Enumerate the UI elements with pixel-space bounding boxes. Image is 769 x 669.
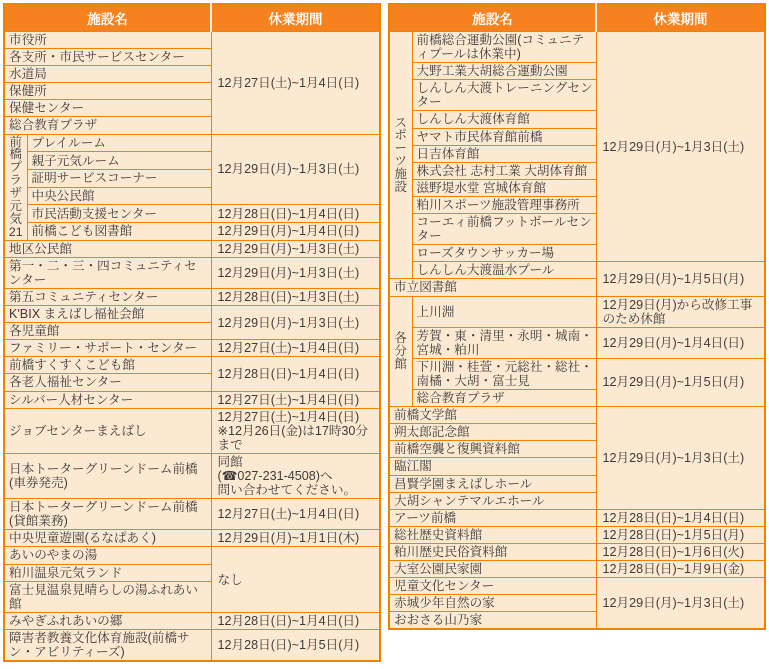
facility-name-cell: 地区公民館: [4, 240, 211, 257]
closure-period-cell: 12月29日(月)~1月3日(土): [211, 257, 380, 288]
facility-name-cell: 水道局: [4, 66, 211, 83]
table-row: [4, 205, 380, 223]
closure-period-cell: 12月29日(月)~1月3日(土): [596, 407, 765, 510]
facility-name-cell: プレイルーム: [27, 134, 211, 152]
closure-period-cell: 12月27日(土)~1月4日(日): [211, 32, 380, 135]
facility-name-cell: アーツ前橋: [389, 509, 596, 526]
table-row: [4, 408, 380, 453]
closure-table-right: [388, 3, 766, 630]
table-row: [389, 32, 765, 63]
facility-name-cell: 下川淵・桂萱・元総社・総社・南橘・大胡・富士見: [412, 358, 596, 389]
facility-name-cell: 第一・二・三・四コミュニティセンター: [4, 257, 211, 288]
facility-name-cell: 前橋こども図書館: [27, 223, 211, 241]
table-row: [389, 578, 765, 595]
facility-name-cell: 臨江閣: [389, 458, 596, 475]
facility-name-cell: シルバー人材センター: [4, 391, 211, 408]
facility-name-cell: 日本トーターグリーンドーム前橋(車券発売): [4, 453, 211, 498]
closure-period-cell: 12月29日(月)~1月3日(土): [211, 240, 380, 257]
facility-name-cell: おおさる山乃家: [389, 612, 596, 630]
facility-name-cell: 粕川温泉元気ランド: [4, 564, 211, 581]
table-row: [389, 296, 765, 327]
group-label-char: 各: [394, 330, 407, 345]
table-row: [389, 407, 765, 424]
facility-name-cell: あいのやまの湯: [4, 547, 211, 564]
group-label-char: ラ: [9, 173, 22, 188]
facility-name-cell: 芳賀・東・清里・永明・城南・宮城・粕川: [412, 327, 596, 358]
closure-period-cell: 12月28日(日)~1月4日(日): [211, 205, 380, 223]
facility-name-cell: 市民活動支援センター: [27, 205, 211, 223]
facility-group-label: [389, 296, 412, 407]
facility-name-cell: ヤマト市民体育館前橋: [412, 128, 596, 145]
table-row: [4, 240, 380, 257]
closure-period-cell: 12月28日(日)~1月4日(日): [596, 509, 765, 526]
table-row: [4, 629, 380, 661]
closure-period-cell: [211, 408, 380, 453]
table-row: [4, 357, 380, 374]
facility-name-cell: 昌賢学園まえばしホール: [389, 475, 596, 492]
facility-name-cell: 滋野堤水堂 宮城体育館: [412, 179, 596, 196]
period-line: 問い合わせてください。: [217, 483, 357, 498]
table-row: [4, 453, 380, 498]
group-label-char: ス: [394, 115, 407, 130]
group-label-char: ポ: [394, 128, 407, 143]
header-row: [4, 4, 380, 32]
closure-period-cell: 12月28日(日)~1月5日(月): [596, 526, 765, 543]
facility-name-cell: 各老人福祉センター: [4, 374, 211, 391]
table-row: [389, 358, 765, 389]
table-row: [4, 530, 380, 547]
facility-name-cell: 保健所: [4, 83, 211, 100]
group-label-char: 気: [9, 211, 22, 226]
header-row: [389, 4, 765, 32]
closure-period-cell: 12月27日(土)~1月4日(日): [211, 391, 380, 408]
facility-group-label: [389, 32, 412, 279]
facility-name-cell: 総合教育プラザ: [4, 117, 211, 134]
closure-period-cell: 12月27日(土)~1月4日(日): [211, 340, 380, 357]
table-row: [4, 499, 380, 530]
closure-period-cell: 12月29日(月)~1月1日(木): [211, 530, 380, 547]
facility-name-cell: 前橋総合運動公園(コミュニティプールは休業中): [412, 32, 596, 63]
table-row: [4, 391, 380, 408]
closure-period-cell: 12月29日(月)~1月3日(土): [596, 578, 765, 630]
closure-period-cell: 12月29日(月)~1月5日(月): [596, 358, 765, 406]
facility-name-cell: 親子元気ルーム: [27, 152, 211, 170]
facility-name-cell: 大室公園民家園: [389, 561, 596, 578]
table-row: [4, 306, 380, 323]
group-label-char: ザ: [9, 186, 22, 201]
table-row: [389, 262, 765, 279]
closure-period-cell: 12月28日(日)~1月3日(土): [211, 288, 380, 305]
facility-name-cell: 各支所・市民サービスセンター: [4, 49, 211, 66]
facility-name-cell: 株式会社 志村工業 大胡体育館: [412, 162, 596, 179]
facility-name-cell: コーエィ前橋フットボールセンター: [412, 214, 596, 245]
group-label-char: 分: [394, 343, 407, 358]
period-line: 12月27日(土)~1月4日(日): [217, 409, 360, 424]
table-row: [389, 526, 765, 543]
facility-name-cell: 日本トーターグリーンドーム前橋(貸館業務): [4, 499, 211, 530]
facility-name-cell: 朔太郎記念館: [389, 424, 596, 441]
table-row: [389, 543, 765, 560]
closure-period-cell: 12月28日(日)~1月4日(日): [211, 357, 380, 391]
facility-name-cell: しんしん大渡トレーニングセンター: [412, 80, 596, 111]
closure-period-cell: 12月28日(日)~1月6日(火): [596, 543, 765, 560]
group-label-char: 橋: [9, 147, 22, 162]
facility-name-cell: 中央児童遊園(るなぱあく): [4, 530, 211, 547]
period-line: 同館: [217, 454, 243, 469]
table-row: [389, 509, 765, 526]
closure-period-cell: 12月29日(月)から改修工事のため休館: [596, 296, 765, 327]
table-row: [4, 288, 380, 305]
table-row: [389, 561, 765, 578]
table-row: [4, 547, 380, 564]
closure-period-cell: 12月29日(月)~1月5日(月): [596, 262, 765, 296]
facility-name-cell: ローズタウンサッカー場: [412, 245, 596, 262]
closure-period-cell: 12月29日(月)~1月4日(日): [211, 223, 380, 241]
table-row: [4, 612, 380, 629]
facility-name-cell: 赤城少年自然の家: [389, 595, 596, 612]
facility-name-cell: 大胡シャンテマルエホール: [389, 492, 596, 509]
closure-table-left: [3, 3, 381, 662]
period-line: (☎027-231-4508)へ: [217, 469, 333, 483]
facility-name-header: 施設名: [389, 4, 596, 32]
group-label-char: 館: [394, 356, 407, 371]
table-row: [4, 257, 380, 288]
group-label-char: 元: [9, 199, 22, 214]
facility-name-cell: 証明サービスコーナー: [27, 169, 211, 187]
table-row: [389, 327, 765, 358]
facility-name-cell: 各児童館: [4, 323, 211, 340]
facility-name-cell: 総社歴史資料館: [389, 526, 596, 543]
facility-name-cell: ジョブセンターまえばし: [4, 408, 211, 453]
group-label-char: 施: [394, 167, 407, 182]
closure-period-cell: 12月28日(日)~1月4日(日): [211, 612, 380, 629]
period-line: ※12月26日(金)は17時30分まで: [217, 423, 369, 452]
closure-period-cell: 12月29日(月)~1月3日(土): [211, 134, 380, 205]
closure-period-header: 休業期間: [596, 4, 765, 32]
facility-name-cell: 富士見温泉見晴らしの湯ふれあい館: [4, 581, 211, 612]
closure-period-cell: 12月29日(月)~1月3日(土): [596, 32, 765, 262]
facility-name-cell: 粕川スポーツ施設管理事務所: [412, 196, 596, 213]
group-label-char: プ: [9, 160, 22, 175]
facility-name-cell: K'BIX まえばし福祉会館: [4, 306, 211, 323]
facility-name-cell: 児童文化センター: [389, 578, 596, 595]
facility-name-cell: 大野工業大胡総合運動公園: [412, 63, 596, 80]
facility-name-cell: 上川淵: [412, 296, 596, 327]
closure-period-cell: なし: [211, 547, 380, 612]
closure-period-cell: 12月28日(日)~1月5日(月): [211, 629, 380, 661]
facility-name-cell: 総合教育プラザ: [412, 390, 596, 407]
group-label-char: 前: [9, 134, 22, 149]
table-row: [4, 32, 380, 49]
closure-period-cell: 12月29日(月)~1月3日(土): [211, 306, 380, 340]
closure-period-cell: 12月27日(土)~1月4日(日): [211, 499, 380, 530]
facility-name-cell: 障害者教養文化体育施設(前橋サン・アビリティーズ): [4, 629, 211, 661]
facility-name-cell: 保健センター: [4, 100, 211, 117]
closure-period-cell: 12月29日(月)~1月4日(日): [596, 327, 765, 358]
facility-name-cell: ファミリー・サポート・センター: [4, 340, 211, 357]
facility-name-cell: 前橋文学館: [389, 407, 596, 424]
facility-name-cell: 前橋すくすくこども館: [4, 357, 211, 374]
closure-period-header: 休業期間: [211, 4, 380, 32]
group-label-char: ー: [394, 141, 407, 156]
table-row: [4, 223, 380, 241]
facility-name-cell: みやぎふれあいの郷: [4, 612, 211, 629]
table-row: [4, 340, 380, 357]
facility-name-cell: 前橋空襲と復興資料館: [389, 441, 596, 458]
closure-period-cell: 12月28日(日)~1月9日(金): [596, 561, 765, 578]
group-label-char: ツ: [394, 154, 407, 169]
group-label-char: 21: [8, 224, 23, 239]
facility-name-cell: しんしん大渡体育館: [412, 111, 596, 128]
facility-name-header: 施設名: [4, 4, 211, 32]
facility-name-cell: しんしん大渡温水プール: [412, 262, 596, 279]
table-row: [4, 134, 380, 152]
closure-period-cell: [211, 453, 380, 498]
facility-name-cell: 第五コミュニティセンター: [4, 288, 211, 305]
facility-name-cell: 中央公民館: [27, 187, 211, 205]
facility-name-cell: 市役所: [4, 32, 211, 49]
facility-name-cell: 粕川歴史民俗資料館: [389, 543, 596, 560]
facility-name-cell: 日吉体育館: [412, 145, 596, 162]
group-label-char: 設: [394, 179, 407, 194]
facility-group-label: [4, 134, 27, 240]
facility-name-cell: 市立図書館: [389, 279, 596, 296]
